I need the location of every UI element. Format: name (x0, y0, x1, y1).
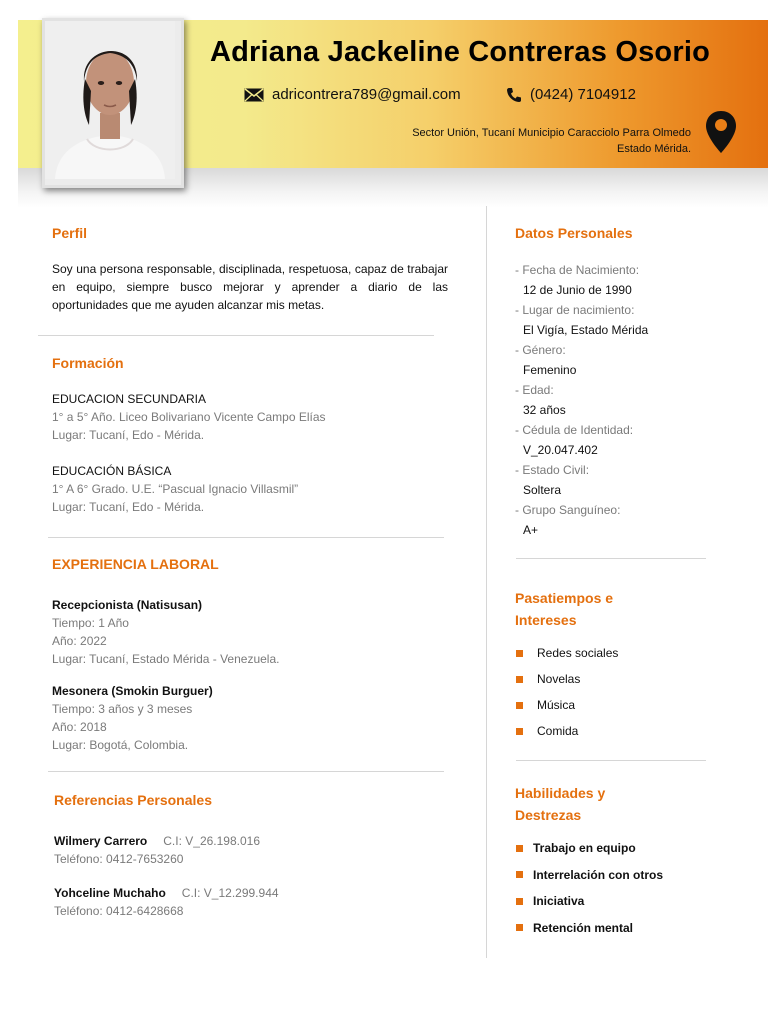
datos-value: A+ (523, 523, 539, 537)
referencia-item (54, 884, 279, 920)
habilidad-label: Iniciativa (533, 894, 585, 909)
datos-value: 12 de Junio de 1990 (523, 283, 632, 297)
formacion-heading: EDUCACION SECUNDARIA (52, 392, 207, 406)
bullet-square-icon (516, 650, 523, 657)
habilidades-title-line: Destrezas (515, 807, 582, 823)
habilidades-title (515, 782, 605, 826)
experiencia-time: Tiempo: 3 años y 3 meses (52, 702, 193, 716)
pasatiempo-label: Música (537, 698, 576, 712)
bullet-square-icon (516, 924, 523, 931)
profile-photo (42, 18, 184, 188)
datos-value: 32 años (523, 403, 566, 417)
habilidad-label: Retención mental (533, 920, 634, 935)
list-item (516, 862, 663, 889)
datos-label: - Edad: (515, 383, 554, 397)
bullet-square-icon (516, 728, 523, 735)
datos-label: - Estado Civil: (515, 463, 590, 477)
bullet-square-icon (516, 845, 523, 852)
datos-label: - Grupo Sanguíneo: (515, 503, 621, 517)
datos-value: El Vigía, Estado Mérida (523, 323, 649, 337)
list-item (516, 640, 618, 666)
column-divider (486, 206, 487, 958)
datos-label: - Género: (515, 343, 566, 357)
habilidad-label: Trabajo en equipo (533, 841, 636, 856)
address (361, 125, 691, 157)
referencias-title: Referencias Personales (54, 792, 212, 808)
perfil-text: Soy una persona responsable, disciplinada, respetuosa, capaz de trabajar en equipo, siempre busco mejorar y aprender a diario de las oportunidades que me ayuden alcanzar mis metas. (52, 262, 448, 312)
divider (48, 771, 444, 772)
pasatiempos-title-line: Pasatiempos e (515, 590, 614, 606)
datos-value: V_20.047.402 (523, 443, 598, 457)
list-item (516, 915, 663, 942)
candidate-name: Adriana Jackeline Contreras Osorio (210, 36, 710, 68)
pasatiempo-label: Novelas (537, 672, 581, 686)
formacion-place: Lugar: Tucaní, Edo - Mérida. (52, 428, 205, 442)
pasatiempos-title-line: Intereses (515, 612, 577, 628)
referencia-phone: Teléfono: 0412-7653260 (54, 852, 184, 866)
experiencia-time: Tiempo: 1 Año (52, 616, 129, 630)
experiencia-title: EXPERIENCIA LABORAL (52, 556, 219, 572)
divider (516, 558, 706, 559)
pasatiempo-label: Redes sociales (537, 646, 619, 660)
experiencia-item (52, 596, 279, 668)
formacion-item (52, 390, 326, 444)
formacion-title: Formación (52, 355, 124, 371)
bullet-square-icon (516, 676, 523, 683)
address-line-2: Estado Mérida. (617, 143, 691, 155)
email-text: adricontrera789@gmail.com (272, 86, 461, 103)
list-item (516, 692, 618, 718)
list-item (516, 718, 618, 744)
experiencia-role: Mesonera (Smokin Burguer) (52, 684, 213, 698)
datos-value: Femenino (523, 363, 577, 377)
phone-text: (0424) 7104912 (530, 86, 636, 103)
bullet-square-icon (516, 871, 523, 878)
formacion-item (52, 462, 298, 516)
bullet-square-icon (516, 702, 523, 709)
referencia-phone: Teléfono: 0412-6428668 (54, 904, 184, 918)
divider (516, 760, 706, 761)
mail-icon (244, 88, 264, 102)
phone-icon (506, 87, 522, 103)
experiencia-year: Año: 2018 (52, 720, 107, 734)
datos-title: Datos Personales (515, 225, 633, 241)
formacion-place: Lugar: Tucaní, Edo - Mérida. (52, 500, 205, 514)
pasatiempos-title (515, 587, 613, 631)
list-item (516, 666, 618, 692)
formacion-detail: 1° a 5° Año. Liceo Bolivariano Vicente Campo Elías (52, 410, 326, 424)
phone-contact (506, 86, 636, 103)
habilidad-label: Interrelación con otros (533, 867, 664, 882)
location-pin-icon (704, 110, 738, 159)
email-contact (244, 86, 461, 103)
formacion-heading: EDUCACIÓN BÁSICA (52, 464, 172, 478)
habilidades-list (516, 835, 663, 941)
list-item (516, 835, 663, 862)
referencia-name: Wilmery Carrero (54, 834, 148, 848)
address-line-1: Sector Unión, Tucaní Municipio Caracciolo Parra Olmedo (412, 127, 691, 139)
list-item (516, 888, 663, 915)
experiencia-place: Lugar: Tucaní, Estado Mérida - Venezuela. (52, 652, 280, 666)
experiencia-item (52, 682, 213, 754)
datos-label: - Fecha de Nacimiento: (515, 263, 640, 277)
experiencia-year: Año: 2022 (52, 634, 107, 648)
divider (48, 537, 444, 538)
datos-value: Soltera (523, 483, 562, 497)
experiencia-place: Lugar: Bogotá, Colombia. (52, 738, 189, 752)
pasatiempos-list (516, 640, 618, 744)
formacion-detail: 1° A 6° Grado. U.E. “Pascual Ignacio Villasmil” (52, 482, 299, 496)
datos-list (515, 260, 648, 540)
habilidades-title-line: Habilidades y (515, 785, 606, 801)
referencia-ci: C.I: V_26.198.016 (163, 834, 261, 848)
referencia-item (54, 832, 260, 868)
divider (38, 335, 434, 336)
bullet-square-icon (516, 898, 523, 905)
datos-label: - Lugar de nacimiento: (515, 303, 635, 317)
referencia-name: Yohceline Muchaho (54, 886, 166, 900)
referencia-ci: C.I: V_12.299.944 (181, 886, 279, 900)
perfil-title: Perfil (52, 225, 88, 241)
datos-label: - Cédula de Identidad: (515, 423, 634, 437)
experiencia-role: Recepcionista (Natisusan) (52, 598, 203, 612)
pasatiempo-label: Comida (537, 724, 579, 738)
